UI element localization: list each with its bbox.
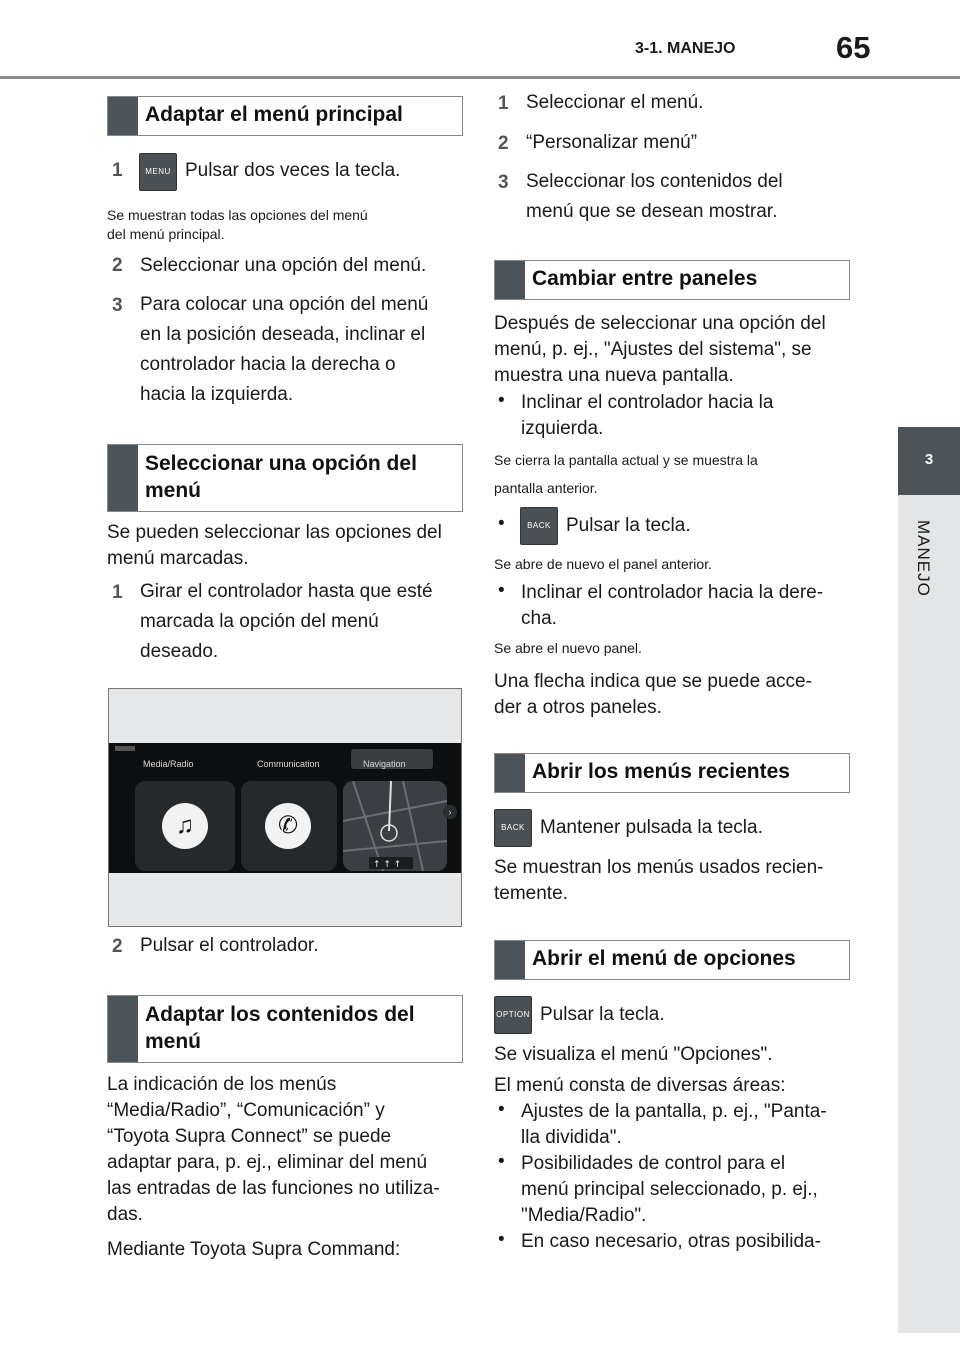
page-number: 65 (836, 30, 871, 65)
paragraph: Se pueden seleccionar las opciones del (107, 522, 442, 543)
bullet-text: Ajustes de la pantalla, p. ej., "Panta- (521, 1101, 827, 1122)
option-key-icon: OPTION (494, 996, 532, 1034)
bullet-text: Pulsar la tecla. (566, 515, 691, 536)
bullet-text: izquierda. (521, 418, 604, 439)
instruction-text: Pulsar la tecla. (540, 1004, 665, 1025)
paragraph: “Toyota Supra Connect” se puede (107, 1126, 392, 1147)
paragraph: El menú consta de diversas áreas: (494, 1075, 786, 1096)
heading-bar (108, 445, 138, 511)
bullet-text: En caso necesario, otras posibilida- (521, 1231, 821, 1252)
heading-adaptar-contenidos (107, 995, 463, 1063)
heading-cambiar-paneles (494, 260, 850, 300)
paragraph: menú, p. ej., "Ajustes del sistema", se (494, 339, 812, 360)
svg-text:↑ ↑ ↑: ↑ ↑ ↑ (373, 860, 402, 870)
step-text: controlador hacia la derecha o (140, 354, 396, 375)
tab-media-radio: Media/Radio (143, 759, 194, 769)
heading-bar (108, 97, 138, 135)
paragraph: der a otros paneles. (494, 697, 662, 718)
step-number: 2 (498, 133, 509, 154)
note-text: Se abre el nuevo panel. (494, 640, 642, 656)
back-key-icon: BACK (520, 507, 558, 545)
tab-navigation: Navigation (363, 759, 406, 769)
bullet: • (498, 513, 505, 534)
note-text: del menú principal. (107, 226, 225, 242)
step-number: 2 (112, 936, 123, 957)
paragraph: menú marcadas. (107, 548, 249, 569)
bullet-text: "Media/Radio". (521, 1205, 647, 1226)
navigation-map (343, 781, 447, 871)
communication-card (241, 781, 337, 871)
bullet: • (498, 390, 505, 411)
note-text: Se abre de nuevo el panel anterior. (494, 556, 712, 572)
heading-text: Seleccionar una opción del (145, 452, 417, 475)
heading-seleccionar-opcion (107, 444, 463, 512)
instruction-text: Mantener pulsada la tecla. (540, 817, 763, 838)
menu-key-icon: MENU (139, 153, 177, 191)
chapter-label: MANEJO (914, 520, 933, 597)
phone-icon: ✆ (265, 803, 311, 849)
music-note-icon: ♫ (162, 803, 208, 849)
bullet: • (498, 1229, 505, 1250)
heading-text: menú (145, 1030, 202, 1053)
step-text: deseado. (140, 641, 219, 662)
bullet-text: Inclinar el controlador hacia la (521, 392, 774, 413)
heading-adaptar-menu-principal (107, 96, 463, 136)
status-icon (115, 746, 135, 751)
bullet-text: cha. (521, 608, 557, 629)
map-roads-icon (343, 781, 447, 871)
paragraph: “Media/Radio”, “Comunicación” y (107, 1100, 385, 1121)
step-text: “Personalizar menú” (526, 132, 698, 153)
step-text: Seleccionar los contenidos del (526, 171, 783, 192)
paragraph: muestra una nueva pantalla. (494, 365, 734, 386)
heading-menus-recientes (494, 753, 850, 793)
bullet-text: lla dividida". (521, 1127, 622, 1148)
paragraph: las entradas de las funciones no utiliza- (107, 1178, 440, 1199)
bullet: • (498, 580, 505, 601)
media-card (135, 781, 235, 871)
paragraph: Mediante Toyota Supra Command: (107, 1239, 401, 1260)
note-text: Se cierra la pantalla actual y se muestra la (494, 452, 758, 468)
bullet-text: Posibilidades de control para el (521, 1153, 786, 1174)
bullet: • (498, 1099, 505, 1120)
bullet: • (498, 1151, 505, 1172)
heading-text: Adaptar el menú principal (145, 103, 403, 126)
heading-bar (495, 261, 525, 299)
heading-text: Adaptar los contenidos del (145, 1003, 415, 1026)
bullet-text: Inclinar el controlador hacia la dere- (521, 582, 824, 603)
heading-text: Abrir los menús recientes (532, 760, 790, 783)
heading-text: menú (145, 479, 202, 502)
note-text: pantalla anterior. (494, 480, 598, 496)
step-text: Girar el controlador hasta que esté (140, 581, 433, 602)
heading-bar (108, 996, 138, 1062)
main-menu-screen (109, 743, 461, 873)
display-screenshot (108, 688, 462, 927)
step-text: marcada la opción del menú (140, 611, 379, 632)
step-number: 1 (112, 582, 123, 603)
step-text: en la posición deseada, inclinar el (140, 324, 426, 345)
step-text: Para colocar una opción del menú (140, 294, 429, 315)
step-text: Seleccionar una opción del menú. (140, 255, 427, 276)
paragraph: Se muestran los menús usados recien- (494, 857, 824, 878)
paragraph: Después de seleccionar una opción del (494, 313, 826, 334)
chapter-tab (898, 427, 960, 495)
section-title: 3-1. MANEJO (635, 40, 736, 57)
heading-menu-opciones (494, 940, 850, 980)
chapter-strip (898, 495, 960, 1333)
paragraph: Se visualiza el menú "Opciones". (494, 1044, 773, 1065)
step-text: menú que se desean mostrar. (526, 201, 778, 222)
step-number: 3 (112, 295, 123, 316)
paragraph: La indicación de los menús (107, 1074, 337, 1095)
step-number: 3 (498, 172, 509, 193)
chapter-number: 3 (924, 451, 934, 468)
step-text: Seleccionar el menú. (526, 92, 704, 113)
step-number: 2 (112, 255, 123, 276)
paragraph: temente. (494, 883, 568, 904)
step-text: Pulsar dos veces la tecla. (185, 160, 401, 181)
step-text: Pulsar el controlador. (140, 935, 319, 956)
paragraph: das. (107, 1204, 143, 1225)
chevron-right-icon: › (443, 805, 457, 819)
heading-bar (495, 754, 525, 792)
bullet-text: menú principal seleccionado, p. ej., (521, 1179, 818, 1200)
back-key-icon: BACK (494, 809, 532, 847)
header-rule (0, 76, 960, 79)
heading-text: Abrir el menú de opciones (532, 947, 796, 970)
note-text: Se muestran todas las opciones del menú (107, 207, 368, 223)
step-text: hacia la izquierda. (140, 384, 294, 405)
tab-communication: Communication (257, 759, 320, 769)
paragraph: adaptar para, p. ej., eliminar del menú (107, 1152, 428, 1173)
step-number: 1 (498, 93, 509, 114)
step-number: 1 (112, 160, 123, 181)
heading-bar (495, 941, 525, 979)
paragraph: Una flecha indica que se puede acce- (494, 671, 812, 692)
heading-text: Cambiar entre paneles (532, 267, 758, 290)
